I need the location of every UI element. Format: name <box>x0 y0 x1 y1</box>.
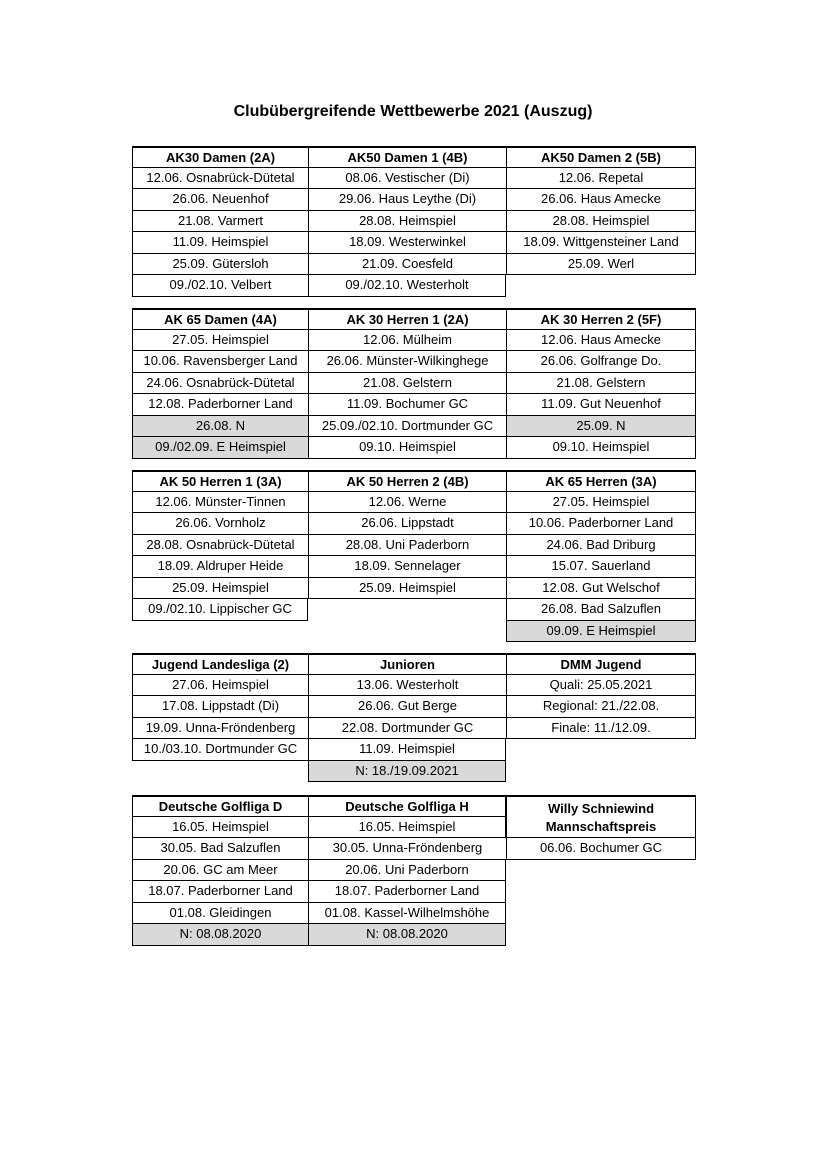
table-row <box>132 860 696 882</box>
table-row <box>132 599 696 621</box>
table-row <box>132 881 696 903</box>
table-cell: 22.08. Dortmunder GC <box>308 718 506 740</box>
table-cell: 25.09. Gütersloh <box>132 254 308 276</box>
column-header: Junioren <box>308 653 506 675</box>
table-cell: 28.08. Uni Paderborn <box>308 535 506 557</box>
table-cell: N: 08.08.2020 <box>132 924 308 946</box>
table-row <box>132 838 696 860</box>
table-block-5 <box>132 795 696 946</box>
table-cell: 11.09. Gut Neuenhof <box>506 394 696 416</box>
table-row <box>132 416 696 438</box>
table-cell: 09./02.10. Velbert <box>132 275 308 297</box>
table-row <box>132 492 696 514</box>
table-row <box>132 211 696 233</box>
table-header-row <box>132 795 506 817</box>
table-cell: 01.08. Kassel-Wilhelmshöhe <box>308 903 506 925</box>
column-header: AK 50 Herren 1 (3A) <box>132 470 308 492</box>
table-cell: 12.08. Paderborner Land <box>132 394 308 416</box>
table-cell: 09.10. Heimspiel <box>308 437 506 459</box>
table-header-row <box>132 653 696 675</box>
table-header-row <box>132 308 696 330</box>
table-block-3 <box>132 470 696 642</box>
table-cell: 25.09. Heimspiel <box>308 578 506 600</box>
table-cell: 26.06. Münster-Wilkinghege <box>308 351 506 373</box>
table-cell: 13.06. Westerholt <box>308 675 506 697</box>
column-header: Deutsche Golfliga D <box>132 795 308 817</box>
table-cell: Regional: 21./22.08. <box>506 696 696 718</box>
table-cell: 12.06. Osnabrück-Dütetal <box>132 168 308 190</box>
table-cell: 08.06. Vestischer (Di) <box>308 168 506 190</box>
table-cell: 12.06. Haus Amecke <box>506 330 696 352</box>
table-cell: 25.09./02.10. Dortmunder GC <box>308 416 506 438</box>
column-header: AK50 Damen 2 (5B) <box>506 146 696 168</box>
table-cell: 24.06. Bad Driburg <box>506 535 696 557</box>
table-cell: 12.06. Werne <box>308 492 506 514</box>
table-row <box>132 924 696 946</box>
table-cell: Finale: 11./12.09. <box>506 718 696 740</box>
table-cell: 27.05. Heimspiel <box>506 492 696 514</box>
table-cell: 15.07. Sauerland <box>506 556 696 578</box>
table-row <box>132 330 696 352</box>
table-row <box>132 556 696 578</box>
willy-header-line1: Willy Schniewind <box>547 801 655 816</box>
table-cell: 09./02.10. Lippischer GC <box>132 599 308 621</box>
table-cell: 26.06. Golfrange Do. <box>506 351 696 373</box>
table-row <box>132 394 696 416</box>
table-header-row <box>132 470 696 492</box>
table-cell: 25.09. Heimspiel <box>132 578 308 600</box>
table-cell: 26.06. Neuenhof <box>132 189 308 211</box>
column-header: AK30 Damen (2A) <box>132 146 308 168</box>
willy-header-line2: Mannschaftspreis <box>545 819 657 834</box>
table-cell: 26.06. Haus Amecke <box>506 189 696 211</box>
table-cell: 18.07. Paderborner Land <box>132 881 308 903</box>
table-row <box>132 373 696 395</box>
table-cell: 30.05. Bad Salzuflen <box>132 838 308 860</box>
table-cell: 09.10. Heimspiel <box>506 437 696 459</box>
table-cell: 11.09. Bochumer GC <box>308 394 506 416</box>
table-cell: 18.09. Aldruper Heide <box>132 556 308 578</box>
table-row <box>132 535 696 557</box>
table-row <box>132 254 696 276</box>
table-row <box>132 189 696 211</box>
table-header-row <box>132 146 696 168</box>
table-cell: 21.09. Coesfeld <box>308 254 506 276</box>
table-cell: 12.06. Mülheim <box>308 330 506 352</box>
table-cell: 26.08. Bad Salzuflen <box>506 599 696 621</box>
column-header: Jugend Landesliga (2) <box>132 653 308 675</box>
table-cell: 01.08. Gleidingen <box>132 903 308 925</box>
page-title: Clubübergreifende Wettbewerbe 2021 (Auszug) <box>233 103 593 120</box>
table-cell: 16.05. Heimspiel <box>308 817 506 839</box>
empty-cell <box>132 761 308 783</box>
table-cell: 09./02.09. E Heimspiel <box>132 437 308 459</box>
table-cell: 26.06. Lippstadt <box>308 513 506 535</box>
table-row <box>132 621 696 643</box>
empty-cell <box>308 599 506 621</box>
table-row <box>132 578 696 600</box>
column-header: DMM Jugend <box>506 653 696 675</box>
table-cell: 26.08. N <box>132 416 308 438</box>
column-header: AK 30 Herren 2 (5F) <box>506 308 696 330</box>
table-cell: 29.06. Haus Leythe (Di) <box>308 189 506 211</box>
table-cell: 10./03.10. Dortmunder GC <box>132 739 308 761</box>
table-block-2 <box>132 308 696 459</box>
table-cell: 09./02.10. Westerholt <box>308 275 506 297</box>
table-row <box>132 718 696 740</box>
table-cell: 21.08. Varmert <box>132 211 308 233</box>
column-header: AK 65 Damen (4A) <box>132 308 308 330</box>
table-cell: 26.06. Vornholz <box>132 513 308 535</box>
table-cell: 21.08. Gelstern <box>506 373 696 395</box>
table-row <box>132 761 696 783</box>
table-row <box>132 817 506 839</box>
table-cell: 18.09. Wittgensteiner Land <box>506 232 696 254</box>
table-cell: 26.06. Gut Berge <box>308 696 506 718</box>
willy-schniewind-header <box>506 795 696 838</box>
table-cell: 09.09. E Heimspiel <box>506 621 696 643</box>
table-cell: 11.09. Heimspiel <box>308 739 506 761</box>
table-row <box>132 232 696 254</box>
column-header: AK 65 Herren (3A) <box>506 470 696 492</box>
table-cell: 27.05. Heimspiel <box>132 330 308 352</box>
table-cell: 20.06. GC am Meer <box>132 860 308 882</box>
table-cell: 19.09. Unna-Fröndenberg <box>132 718 308 740</box>
table-row <box>132 696 696 718</box>
table-cell: 17.08. Lippstadt (Di) <box>132 696 308 718</box>
table-cell: 28.08. Osnabrück-Dütetal <box>132 535 308 557</box>
table-cell: 12.06. Münster-Tinnen <box>132 492 308 514</box>
table-block-4 <box>132 653 696 782</box>
table-cell: N: 08.08.2020 <box>308 924 506 946</box>
table-cell: N: 18./19.09.2021 <box>308 761 506 783</box>
table-block-1 <box>132 146 696 297</box>
table-cell: 25.09. N <box>506 416 696 438</box>
table-cell: 28.08. Heimspiel <box>308 211 506 233</box>
table-cell: 12.08. Gut Welschof <box>506 578 696 600</box>
table-cell: 18.07. Paderborner Land <box>308 881 506 903</box>
table-cell: 21.08. Gelstern <box>308 373 506 395</box>
table-cell: 28.08. Heimspiel <box>506 211 696 233</box>
table-cell: 20.06. Uni Paderborn <box>308 860 506 882</box>
table-row <box>132 437 696 459</box>
table-cell: 12.06. Repetal <box>506 168 696 190</box>
table-cell: 10.06. Paderborner Land <box>506 513 696 535</box>
table-cell: Quali: 25.05.2021 <box>506 675 696 697</box>
table-cell: 06.06. Bochumer GC <box>506 838 696 860</box>
table-cell: 24.06. Osnabrück-Dütetal <box>132 373 308 395</box>
column-header: AK 30 Herren 1 (2A) <box>308 308 506 330</box>
column-header: Deutsche Golfliga H <box>308 795 506 817</box>
empty-cell <box>308 621 506 643</box>
table-cell: 30.05. Unna-Fröndenberg <box>308 838 506 860</box>
column-header: AK50 Damen 1 (4B) <box>308 146 506 168</box>
table-cell: 18.09. Westerwinkel <box>308 232 506 254</box>
empty-cell <box>132 621 308 643</box>
table-row <box>132 513 696 535</box>
table-cell: 11.09. Heimspiel <box>132 232 308 254</box>
table-row <box>132 168 696 190</box>
table-row <box>132 675 696 697</box>
column-header: AK 50 Herren 2 (4B) <box>308 470 506 492</box>
table-cell: 16.05. Heimspiel <box>132 817 308 839</box>
table-cell: 27.06. Heimspiel <box>132 675 308 697</box>
table-row <box>132 351 696 373</box>
table-row <box>132 903 696 925</box>
table-row <box>132 739 696 761</box>
table-cell: 18.09. Sennelager <box>308 556 506 578</box>
table-cell: 25.09. Werl <box>506 254 696 276</box>
table-cell: 10.06. Ravensberger Land <box>132 351 308 373</box>
table-row <box>132 275 696 297</box>
